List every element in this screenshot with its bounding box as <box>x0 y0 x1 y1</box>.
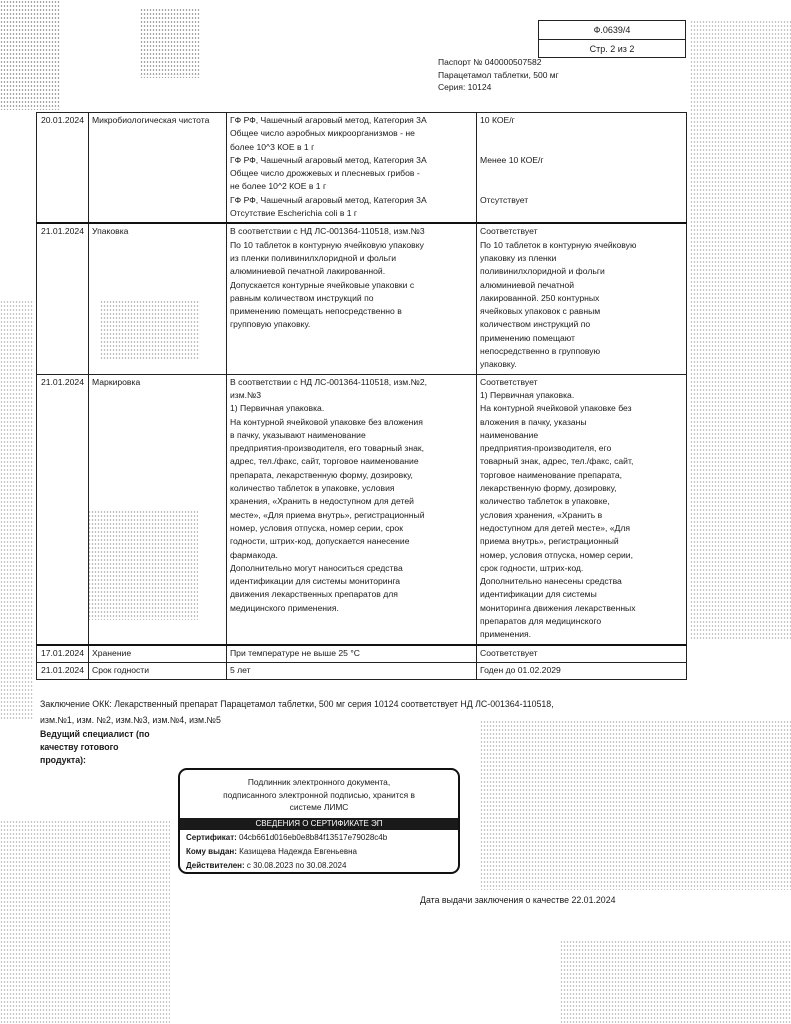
row-norm-line: алюминиевой печатной лакированной. <box>230 266 386 277</box>
specialist-label-line: Ведущий специалист (по <box>40 729 150 739</box>
page-label: Стр. 2 из 2 <box>539 39 685 58</box>
row-result-line: ячейковых упаковок с равным <box>480 306 601 317</box>
table-row <box>37 662 687 679</box>
row-norm-line: более 10^3 КОЕ в 1 г <box>230 141 315 152</box>
scan-noise <box>0 300 34 720</box>
row-indicator: Микробиологическая чистота <box>89 113 227 224</box>
row-norm-line: равным количеством инструкций по <box>230 292 374 303</box>
row-date: 17.01.2024 <box>37 645 89 663</box>
row-result-line: Менее 10 КОЕ/г <box>480 154 544 165</box>
row-norm-line: хранения, «Хранить в недоступном для детей <box>230 496 414 507</box>
row-norm-line: изм.№3 <box>230 389 262 400</box>
row-norm <box>227 223 477 374</box>
stamp-certificate-value: 04cb661d016eb0e8b84f13517e79028c4b <box>239 833 388 842</box>
row-date: 20.01.2024 <box>37 113 89 224</box>
scan-noise <box>480 720 791 890</box>
row-result-line: идентификации для системы <box>480 589 597 600</box>
row-result-line: Отсутствует <box>480 194 529 205</box>
row-date: 21.01.2024 <box>37 662 89 679</box>
row-result-line: На контурной ячейковой упаковке без <box>480 403 632 414</box>
row-norm-line: В соответствии с НД ЛС-001364-110518, изм.№3 <box>230 226 425 237</box>
row-norm-line: медицинского применения. <box>230 602 339 613</box>
row-norm-line: При температуре не выше 25 °С <box>230 647 360 658</box>
product-name: Парацетамол таблетки, 500 мг <box>438 69 559 80</box>
row-result-line: приема внутрь», регистрационный <box>480 536 619 547</box>
row-result-line: торговое наименование препарата, <box>480 469 623 480</box>
row-result <box>477 645 687 663</box>
row-norm-line: предприятия-производителя, его товарный знак, <box>230 443 425 454</box>
row-result-line: применению помещают <box>480 332 575 343</box>
row-norm-line: Допускается контурные ячейковые упаковки с <box>230 279 415 290</box>
row-norm-line: годности, штрих-код, допускается нанесение <box>230 536 410 547</box>
row-date: 21.01.2024 <box>37 374 89 644</box>
row-norm-line: применению помещать непосредственно в <box>230 306 402 317</box>
row-result-line: непосредственно в групповую <box>480 346 601 357</box>
row-norm <box>227 113 477 224</box>
row-norm-line: ГФ РФ, Чашечный агаровый метод, Категория 3А <box>230 115 427 125</box>
row-result-line: упаковку из пленки <box>480 252 557 263</box>
stamp-valid-label: Действителен: <box>186 861 245 870</box>
specialist-label-line: качеству готового <box>40 742 119 752</box>
row-norm <box>227 645 477 663</box>
row-norm-line: движения лекарственных препаратов для <box>230 589 398 600</box>
row-result-line: Соответствует <box>480 647 538 658</box>
row-norm-line: Дополнительно могут наноситься средства <box>230 562 403 573</box>
row-result-line: Соответствует <box>480 226 538 237</box>
row-norm-line: 1) Первичная упаковка. <box>230 403 325 414</box>
row-norm-line: По 10 таблеток в контурную ячейковую упаковку <box>230 239 424 250</box>
row-norm-line: Общее число аэробных микроорганизмов - не <box>230 128 415 139</box>
conclusion-line: Заключение ОКК: Лекарственный препарат Парацетамол таблетки, 500 мг серия 10124 соответствует НД ЛС-001364-110518, <box>40 699 554 709</box>
row-norm <box>227 374 477 644</box>
row-result-line: Годен до 01.02.2029 <box>480 664 561 675</box>
row-norm-line: Общее число дрожжевых и плесневых грибов - <box>230 168 420 179</box>
row-result-line: препаратов для медицинского <box>480 615 602 626</box>
scan-noise <box>140 8 200 78</box>
scan-noise <box>0 0 60 110</box>
table-row <box>37 374 687 644</box>
row-date: 21.01.2024 <box>37 223 89 374</box>
stamp-valid-value: с 30.08.2023 по 30.08.2024 <box>246 861 347 870</box>
stamp-text-line: системе ЛИМС <box>289 802 349 812</box>
signature-stamp <box>178 768 460 874</box>
row-indicator: Хранение <box>89 645 227 663</box>
row-norm-line: идентификации для системы мониторинга <box>230 576 401 587</box>
row-result-line <box>480 127 683 140</box>
stamp-text-line: подписанного электронной подписью, хранится в <box>223 789 415 800</box>
row-result <box>477 223 687 374</box>
row-indicator: Срок годности <box>89 662 227 679</box>
row-result-line: Соответствует <box>480 376 538 387</box>
row-indicator: Упаковка <box>89 223 227 374</box>
row-result-line: лакированной. 250 контурных <box>480 292 600 303</box>
row-norm-line: месте», «Для приема внутрь», регистрационный <box>230 509 425 520</box>
series-number: Серия: 10124 <box>438 82 492 92</box>
table-row <box>37 223 687 374</box>
row-norm-line: адрес, тел./факс, сайт, торговое наименование <box>230 456 419 467</box>
stamp-text-line: Подлинник электронного документа, <box>247 777 391 787</box>
row-norm <box>227 662 477 679</box>
stamp-validity <box>186 860 346 872</box>
row-result-line <box>480 141 683 154</box>
row-result-line: алюминиевой печатной <box>480 279 575 290</box>
results-table-body <box>37 113 687 680</box>
stamp-text <box>180 770 458 814</box>
row-result <box>477 113 687 224</box>
form-code-box <box>538 20 686 58</box>
row-result-line: количество таблеток в упаковке, <box>480 496 610 507</box>
conclusion-line: изм.№1, изм. №2, изм.№3, изм.№4, изм.№5 <box>40 715 221 725</box>
stamp-certificate <box>186 832 387 844</box>
row-result-line: наименование <box>480 429 539 440</box>
row-result-line: предприятия-производителя, его <box>480 443 612 454</box>
row-result-line: Дополнительно нанесены средства <box>480 576 622 587</box>
row-result-line: недоступном для детей месте», «Для <box>480 522 631 533</box>
row-norm-line: ГФ РФ, Чашечный агаровый метод, Категория 3А <box>230 154 427 165</box>
row-result-line: упаковку. <box>480 359 517 370</box>
issue-date: Дата выдачи заключения о качестве 22.01.2024 <box>420 895 616 905</box>
conclusion <box>40 696 680 728</box>
scan-noise <box>690 20 791 640</box>
row-norm-line: количество таблеток в упаковке, условия <box>230 483 395 494</box>
row-result-line: 10 КОЕ/г <box>480 115 515 125</box>
row-norm-line: На контурной ячейковой упаковке без вложения <box>230 416 423 427</box>
row-norm-line: не более 10^2 КОЕ в 1 г <box>230 181 327 192</box>
row-result-line: товарный знак, адрес, тел./факс, сайт, <box>480 456 634 467</box>
row-result-line: условия хранения, «Хранить в <box>480 509 603 520</box>
row-result-line <box>480 180 683 193</box>
specialist-label <box>40 728 150 767</box>
row-result <box>477 662 687 679</box>
passport-number: Паспорт № 040000507582 <box>438 57 542 67</box>
row-result-line: применения. <box>480 629 532 640</box>
scan-noise <box>0 820 170 1024</box>
stamp-issued-to <box>186 846 357 858</box>
passport-block <box>438 56 559 94</box>
table-row <box>37 113 687 224</box>
row-result-line: срок годности, штрих-код. <box>480 562 584 573</box>
row-norm-line: В соответствии с НД ЛС-001364-110518, изм.№2, <box>230 376 427 387</box>
row-result-line: номер, условия отпуска, номер серии, <box>480 549 633 560</box>
row-norm-line: препарата, лекарственную форму, дозировку, <box>230 469 413 480</box>
row-result-line: мониторинга движения лекарственных <box>480 602 636 613</box>
stamp-certificate-label: Сертификат: <box>186 833 237 842</box>
row-norm-line: групповую упаковку. <box>230 319 311 330</box>
specialist-label-line: продукта): <box>40 755 86 765</box>
table-row <box>37 645 687 663</box>
row-norm-line: ГФ РФ, Чашечный агаровый метод, Категория 3А <box>230 194 427 205</box>
row-norm-line: из пленки поливинилхлоридной и фольги <box>230 252 397 263</box>
results-table <box>36 112 687 680</box>
stamp-issued-value: Казищева Надежда Евгеньевна <box>239 847 357 856</box>
row-result-line: лекарственную форму, дозировку, <box>480 483 617 494</box>
scan-noise <box>560 940 791 1024</box>
row-result-line <box>480 167 683 180</box>
row-norm-line: фармакода. <box>230 549 278 560</box>
row-result-line: вложения в пачку, указаны <box>480 416 587 427</box>
stamp-certificate-heading: СВЕДЕНИЯ О СЕРТИФИКАТЕ ЭП <box>180 818 458 830</box>
row-norm-line: 5 лет <box>230 664 251 675</box>
row-result-line: количеством инструкций по <box>480 319 591 330</box>
row-norm-line: номер, условия отпуска, номер серии, срок <box>230 522 403 533</box>
row-norm-line: в пачку, указывают наименование <box>230 429 366 440</box>
row-result-line: 1) Первичная упаковка. <box>480 389 575 400</box>
form-code: Ф.0639/4 <box>593 25 631 35</box>
row-result-line: поливинилхлоридной и фольги <box>480 266 605 277</box>
row-norm-line: Отсутствие Escherichia coli в 1 г <box>230 208 358 219</box>
row-result <box>477 374 687 644</box>
row-indicator: Маркировка <box>89 374 227 644</box>
stamp-issued-label: Кому выдан: <box>186 847 237 856</box>
row-result-line: По 10 таблеток в контурную ячейковую <box>480 239 637 250</box>
